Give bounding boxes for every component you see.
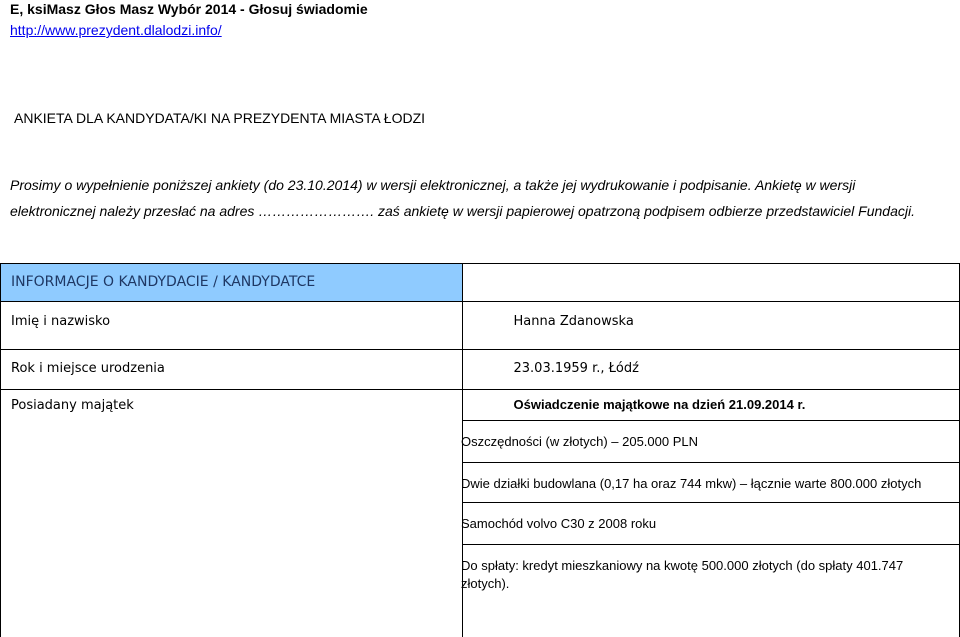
property-items	[0, 420, 960, 593]
birth-value: 23.03.1959 r., Łódź	[513, 361, 639, 376]
intro-line-1: Prosimy o wypełnienie poniższej ankiety (do 23.10.2014) w wersji elektronicznej, a także jej wydrukowanie i podpisanie. Ankietę w wersji	[10, 177, 856, 193]
property-statement-header: Oświadczenie majątkowe na dzień 21.09.2014 r.	[513, 397, 806, 412]
document-header-title: E, ksiMasz Głos Masz Wybór 2014 - Głosuj świadomie	[10, 1, 368, 17]
property-label: Posiadany majątek	[11, 398, 134, 413]
list-item: Samochód volvo C30 z 2008 roku	[461, 516, 657, 531]
list-item: Do spłaty: kredyt mieszkaniowy na kwotę 500.000 złotych (do spłaty 401.747 złotych).	[461, 558, 904, 591]
list-item: Dwie działki budowlana (0,17 ha oraz 744 mkw) – łącznie warte 800.000 złotych	[461, 476, 922, 491]
section-header-empty-cell	[462, 264, 960, 302]
list-item: Oszczędności (w złotych) – 205.000 PLN	[461, 434, 698, 449]
table-row	[1, 302, 960, 350]
section-header: INFORMACJE O KANDYDACIE / KANDYDATCE	[1, 264, 463, 302]
intro-paragraph	[10, 172, 952, 224]
table-row	[1, 350, 960, 390]
table-header-row	[1, 264, 960, 302]
name-label: Imię i nazwisko	[11, 314, 111, 329]
intro-line-2: elektronicznej należy przesłać na adres ……………………. zaś ankietę w wersji papierowej opatrzoną podpisem odbierze przedstawiciel Fundacji.	[10, 203, 915, 219]
website-link[interactable]: http://www.prezydent.dlalodzi.info/	[10, 22, 222, 38]
survey-title: ANKIETA DLA KANDYDATA/KI NA PREZYDENTA MIASTA ŁODZI	[14, 110, 426, 126]
birth-label: Rok i miejsce urodzenia	[11, 361, 165, 376]
name-value: Hanna Zdanowska	[513, 314, 634, 329]
